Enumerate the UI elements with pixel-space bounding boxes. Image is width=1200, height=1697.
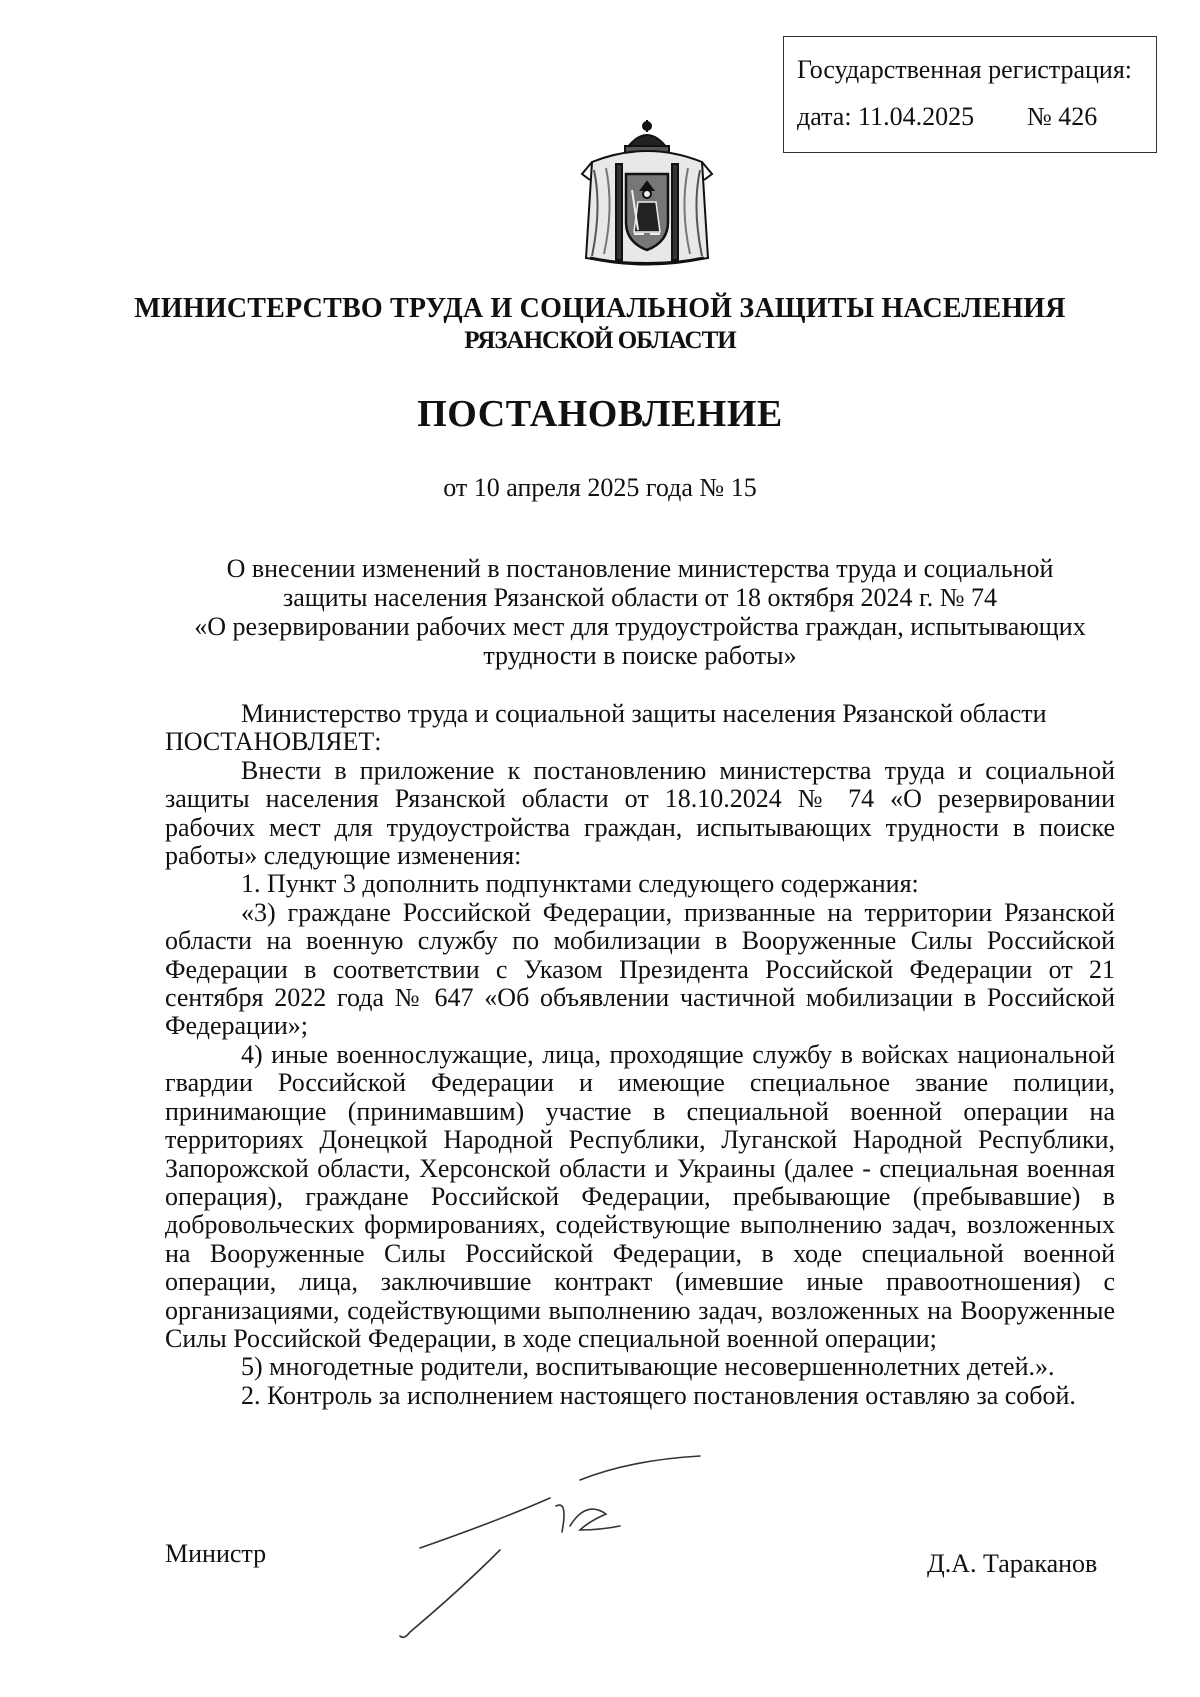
subject-line: О внесении изменений в постановление министерства труда и социальной — [226, 554, 1054, 583]
registration-number: № 426 — [1027, 102, 1098, 131]
item-1: 1. Пункт 3 дополнить подпунктами следующего содержания: — [241, 869, 919, 899]
subitem-3: «3) граждане Российской Федерации, призванные на территории Рязанской области на военную службу по мобилизации в Вооруженные Силы Российской Федерации в соответствии с Указом Президента Российской Федерации от 21 сентября 2022 года № 647 «Об объявлении частичной мобилизации в Российской Федерации»; — [165, 897, 1115, 1041]
registration-title: Государственная регистрация: — [797, 55, 1133, 84]
intro-paragraph: Внести в приложение к постановлению министерства труда и социальной защиты населения Рязанской области от 18.10.2024 № 74 «О резервировании рабочих мест для трудоустройства граждан, испытывающих трудности в поиске работы» следующие изменения: — [165, 755, 1115, 871]
signatory-role: Министр — [165, 1539, 267, 1568]
subitem-5: 5) многодетные родители, воспитывающие несовершеннолетних детей.». — [241, 1352, 1055, 1382]
ministry-name: МИНИСТЕРСТВО ТРУДА И СОЦИАЛЬНОЙ ЗАЩИТЫ НАСЕЛЕНИЯ — [134, 293, 1066, 324]
item-2: 2. Контроль за исполнением настоящего постановления оставляю за собой. — [241, 1380, 1076, 1410]
registration-date: дата: 11.04.2025 — [797, 102, 975, 131]
subject-line: «О резервировании рабочих мест для трудоустройства граждан, испытывающих — [194, 612, 1086, 641]
ryazan-coat-of-arms-icon — [570, 118, 724, 274]
subject-line: трудности в поиске работы» — [483, 641, 797, 670]
ministry-region: РЯЗАНСКОЙ ОБЛАСТИ — [464, 327, 736, 354]
document-subject — [165, 554, 1115, 670]
document-date: от 10 апреля 2025 года № 15 — [443, 473, 757, 502]
subitem-4: 4) иные военнослужащие, лица, проходящие службу в войсках национальной гвардии Российской Федерации и имеющие специальное звание полиции, принимающие (принимавшим) участие в специальной военной операции на территориях Донецкой Народной Республики, Луганской Народной Республики, Запорожской области, Херсонской области и Украины (далее - специальная военная операция), граждане Российской Федерации, пребывающие (пребывавшие) в добровольческих формированиях, содействующие выполнению задач, возложенных на Вооруженные Силы Российской Федерации, в ходе специальной военной операции, лица, заключившие контракт (имевшие иные правоотношения) с организациями, содействующими выполнению задач, возложенных на Вооруженные Силы Российской Федерации, в ходе специальной военной операции; — [165, 1039, 1115, 1353]
document-body — [165, 700, 1115, 1410]
document-type: ПОСТАНОВЛЕНИЕ — [417, 393, 783, 435]
signatory-name: Д.А. Тараканов — [927, 1549, 1098, 1578]
registration-stamp — [783, 36, 1157, 153]
preamble: Министерство труда и социальной защиты населения Рязанской области — [241, 699, 1047, 728]
subject-line: защиты населения Рязанской области от 18 октября 2024 г. № 74 — [282, 583, 998, 612]
resolves-word: ПОСТАНОВЛЯЕТ: — [165, 727, 382, 757]
handwritten-signature-icon — [380, 1440, 740, 1650]
